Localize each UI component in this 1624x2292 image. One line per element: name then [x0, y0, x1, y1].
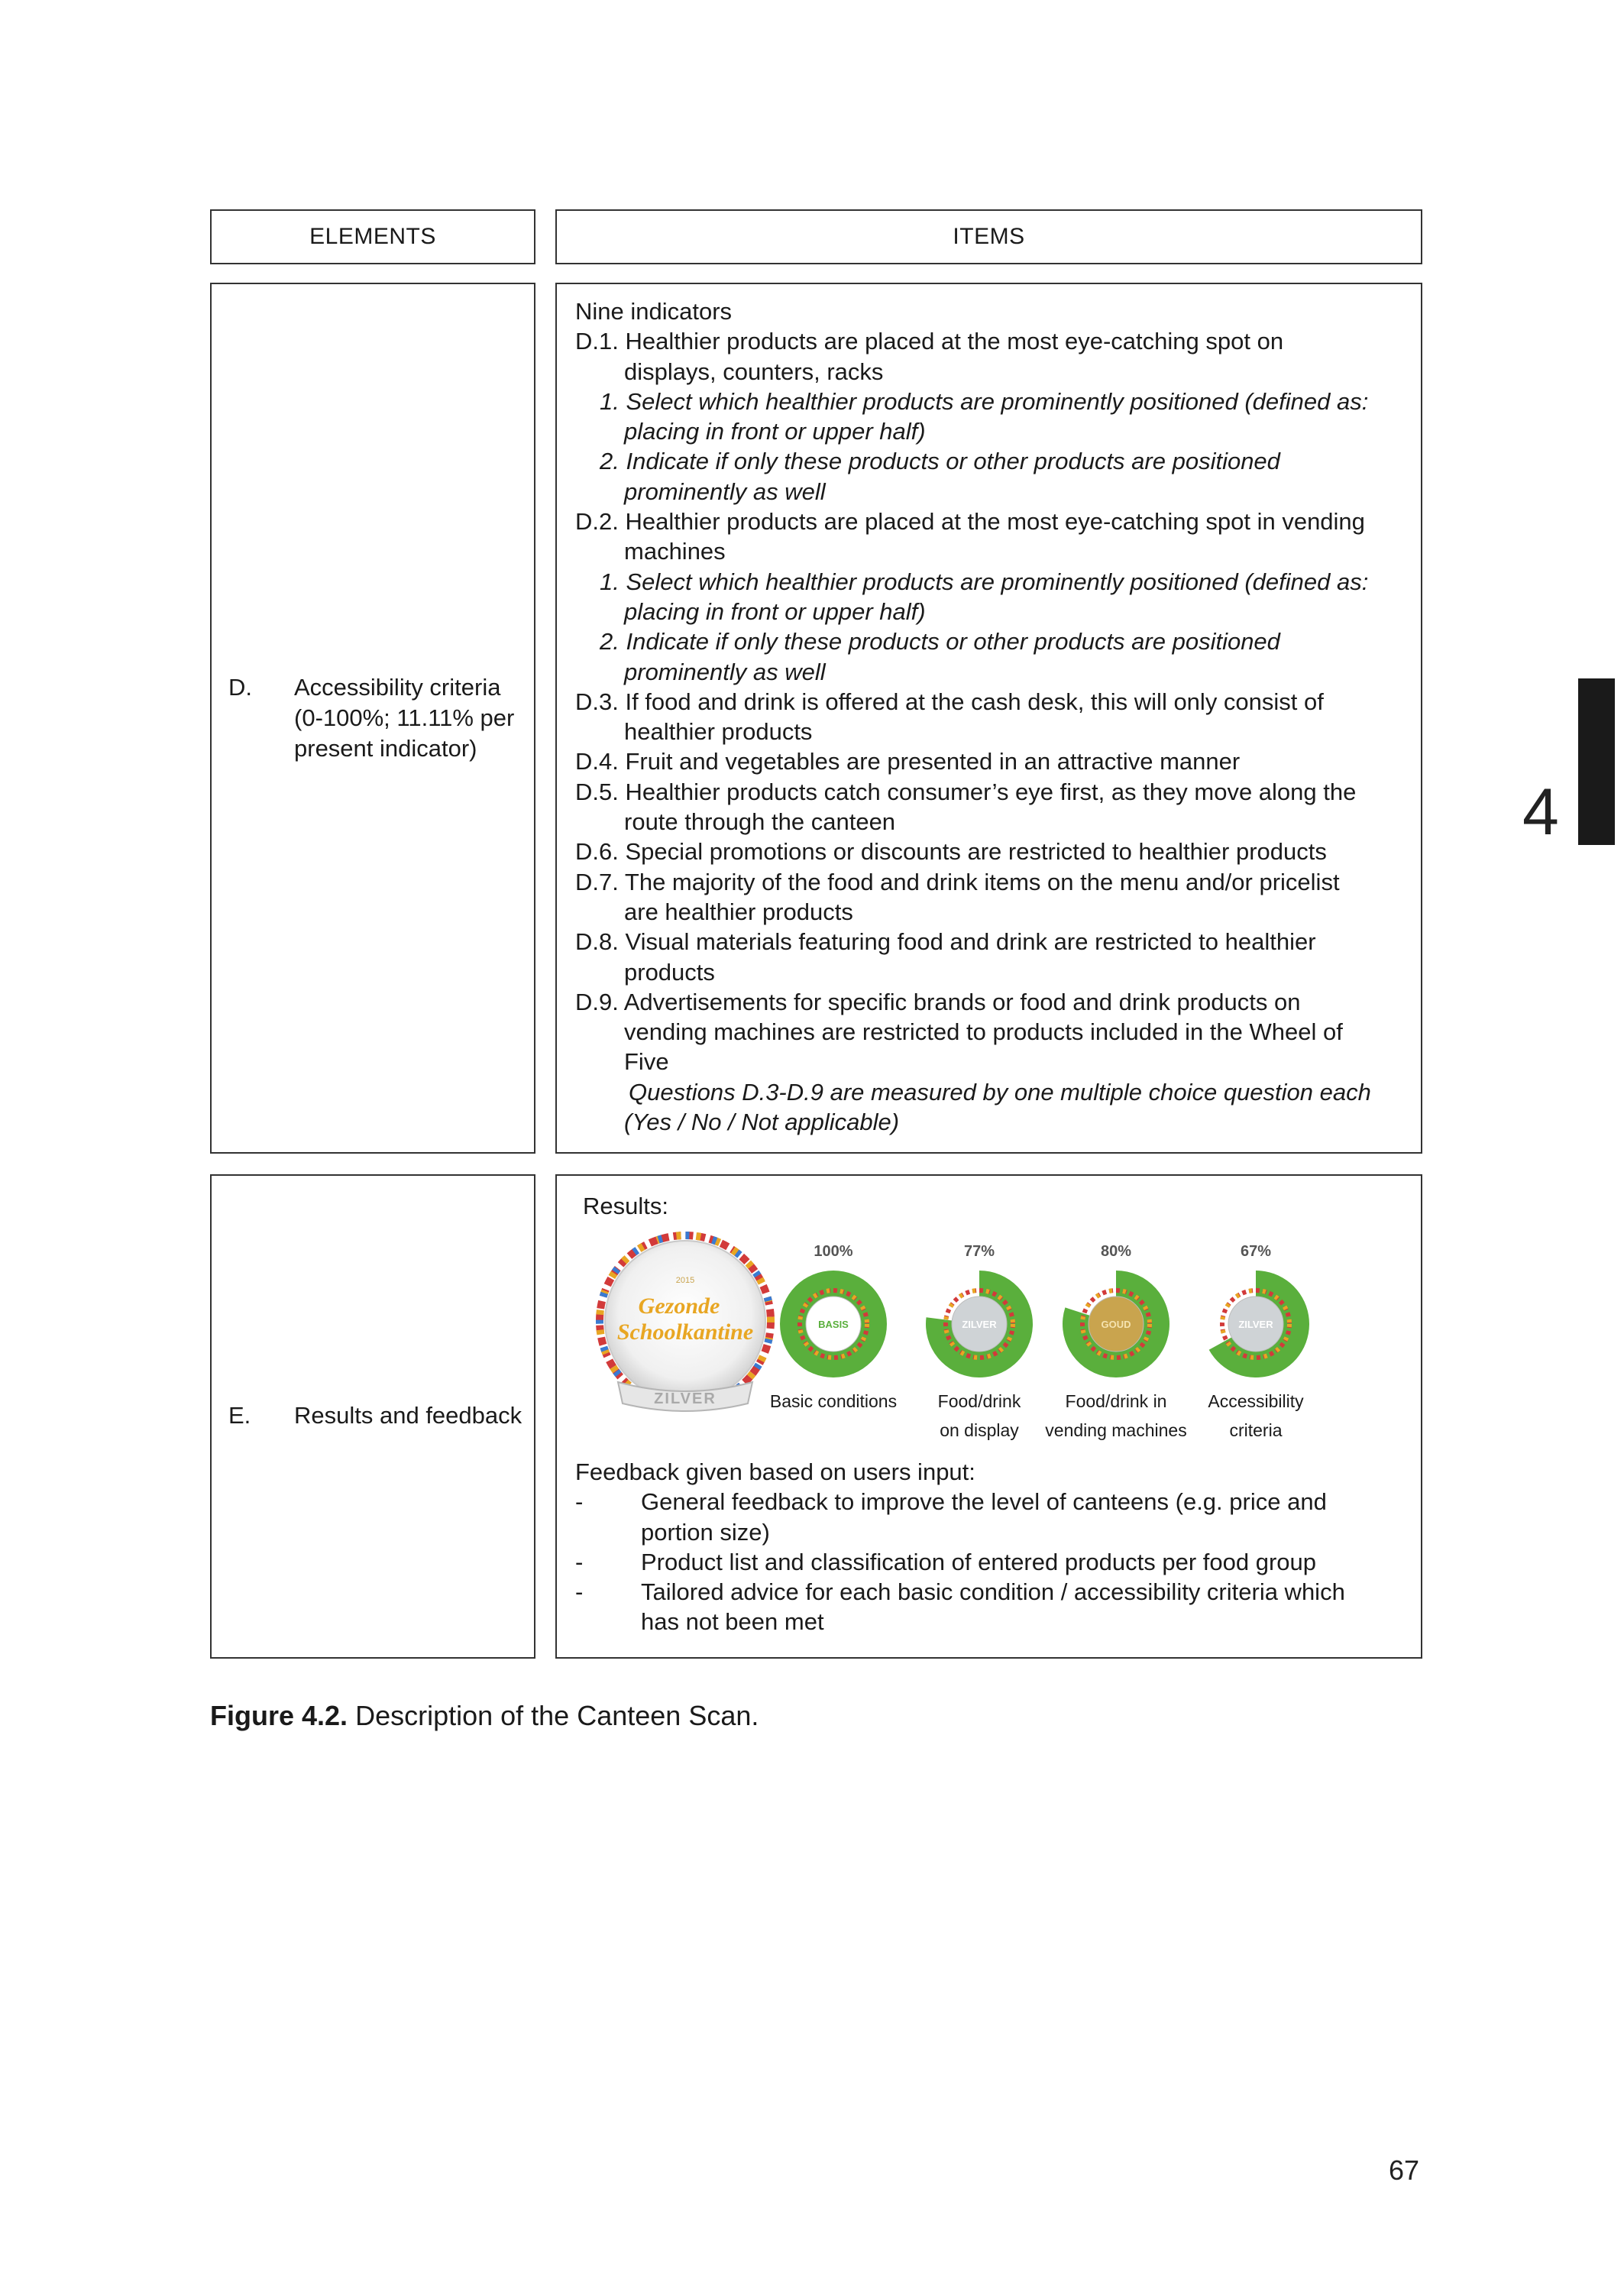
feedback-text: General feedback to improve the level of canteens (e.g. price and [641, 1488, 1327, 1516]
items-line: machines [624, 538, 726, 565]
items-line: D.2. Healthier products are placed at the most eye-catching spot in vending [575, 508, 1365, 536]
gauge-label-line: Food/drink in [1065, 1391, 1167, 1411]
row-d-label-line: (0-100%; 11.11% per [294, 704, 515, 731]
gauge-label-line: vending machines [1045, 1420, 1187, 1440]
row-d-letter: D. [228, 674, 252, 701]
items-line: Nine indicators [575, 298, 733, 325]
items-line: displays, counters, racks [624, 358, 884, 385]
items-line: (Yes / No / Not applicable) [624, 1109, 900, 1136]
gauge-percent: 80% [1100, 1243, 1132, 1260]
header-elements-text: ELEMENTS [309, 224, 436, 249]
figure-caption-label: Figure 4.2. [210, 1700, 348, 1731]
chapter-number: 4 [1522, 775, 1559, 849]
medal-text: GOUD [1101, 1319, 1131, 1330]
feedback-dash [575, 1607, 641, 1636]
badge-ribbon: ZILVER [654, 1390, 717, 1407]
results-label: Results: [583, 1193, 668, 1219]
gauge-label-line: criteria [1229, 1420, 1283, 1440]
gauge-label [903, 1387, 1056, 1445]
feedback-item [575, 1517, 1345, 1547]
medal-text: ZILVER [962, 1319, 997, 1330]
results-gauges [557, 1176, 1421, 1451]
row-e-label-text: Results and feedback [294, 1402, 522, 1429]
items-line: are healthier products [624, 898, 853, 925]
items-line: route through the canteen [624, 808, 896, 836]
items-line: 2. Indicate if only these products or other products are positioned [600, 628, 1280, 656]
row-d-items-cell [555, 283, 1422, 1154]
gauge-label [1179, 1387, 1332, 1445]
feedback-item [575, 1607, 1345, 1636]
feedback-text: portion size) [641, 1518, 770, 1546]
header-items [555, 209, 1422, 264]
row-e-letter: E. [228, 1402, 251, 1429]
header-items-text: ITEMS [953, 224, 1025, 249]
items-line: vending machines are restricted to products included in the Wheel of [624, 1018, 1343, 1046]
header-elements [210, 209, 535, 264]
feedback-dash: - [575, 1488, 584, 1516]
feedback-text: has not been met [641, 1608, 824, 1636]
gauge-label [757, 1387, 910, 1445]
badge-year: 2015 [675, 1276, 695, 1285]
gauge-label-line [757, 1416, 910, 1445]
row-d-items-list [575, 296, 1371, 1137]
feedback-item [575, 1487, 1345, 1517]
items-line: Five [624, 1048, 669, 1076]
gauge-label-line: on display [940, 1420, 1019, 1440]
items-line: placing in front or upper half) [624, 597, 926, 625]
items-line: products [624, 958, 715, 986]
medal-text: ZILVER [1238, 1319, 1273, 1330]
feedback-item [575, 1577, 1345, 1607]
chapter-tab-marker [1578, 678, 1615, 845]
items-line: healthier products [624, 718, 813, 746]
items-line: D.9. Advertisements for specific brands or food and drink products on [575, 988, 1301, 1015]
items-line: D.7. The majority of the food and drink items on the menu and/or pricelist [575, 868, 1340, 895]
gauge-percent: 77% [963, 1243, 995, 1260]
items-line: D.5. Healthier products catch consumer’s eye first, as they move along the [575, 778, 1357, 805]
feedback-text: Product list and classification of entered products per food group [641, 1548, 1317, 1575]
items-line: D.1. Healthier products are placed at the most eye-catching spot on [575, 328, 1284, 355]
feedback-dash: - [575, 1578, 584, 1606]
page-number: 67 [1389, 2154, 1420, 2186]
figure-caption [210, 1700, 759, 1732]
items-line: prominently as well [624, 658, 826, 685]
row-d-label [228, 672, 514, 764]
figure-caption-text: Description of the Canteen Scan. [348, 1700, 759, 1731]
items-line: Questions D.3-D.9 are measured by one multiple choice question each [629, 1078, 1371, 1106]
items-line: D.6. Special promotions or discounts are restricted to healthier products [575, 838, 1327, 866]
feedback-text: Tailored advice for each basic condition / accessibility criteria which [641, 1578, 1345, 1606]
gauge-label-line: Food/drink [937, 1391, 1021, 1411]
badge-line2: Schoolkantine [616, 1319, 754, 1345]
gauge-percent: 100% [814, 1243, 853, 1260]
row-d-label-line: Accessibility criteria [294, 674, 501, 701]
items-line: 1. Select which healthier products are prominently positioned (defined as: [600, 387, 1369, 415]
medal-text: BASIS [818, 1319, 849, 1330]
feedback-title: Feedback given based on users input: [575, 1458, 975, 1485]
row-d-element-cell [210, 283, 535, 1154]
gauge-label-line: Basic conditions [769, 1391, 898, 1411]
feedback-dash: - [575, 1548, 584, 1575]
row-e-element-cell [210, 1174, 535, 1659]
items-line: 1. Select which healthier products are prominently positioned (defined as: [600, 568, 1369, 595]
gauge-label-line: Accessibility [1208, 1391, 1304, 1411]
feedback-list [575, 1487, 1345, 1636]
badge-line1: Gezonde [638, 1293, 720, 1319]
row-d-label-line: present indicator) [294, 735, 477, 762]
row-e-label [228, 1400, 522, 1431]
feedback-block [575, 1457, 1345, 1637]
items-line: 2. Indicate if only these products or other products are positioned [600, 448, 1280, 475]
row-e-items-cell [555, 1174, 1422, 1659]
gauge-percent: 67% [1240, 1243, 1272, 1260]
feedback-dash [575, 1517, 641, 1547]
items-line: D.3. If food and drink is offered at the cash desk, this will only consist of [575, 688, 1324, 715]
items-line: prominently as well [624, 478, 826, 505]
items-line: D.4. Fruit and vegetables are presented in an attractive manner [575, 748, 1241, 775]
gauge-label [1040, 1387, 1192, 1445]
items-line: D.8. Visual materials featuring food and drink are restricted to healthier [575, 928, 1316, 956]
items-line: placing in front or upper half) [624, 418, 926, 445]
feedback-item [575, 1547, 1345, 1577]
